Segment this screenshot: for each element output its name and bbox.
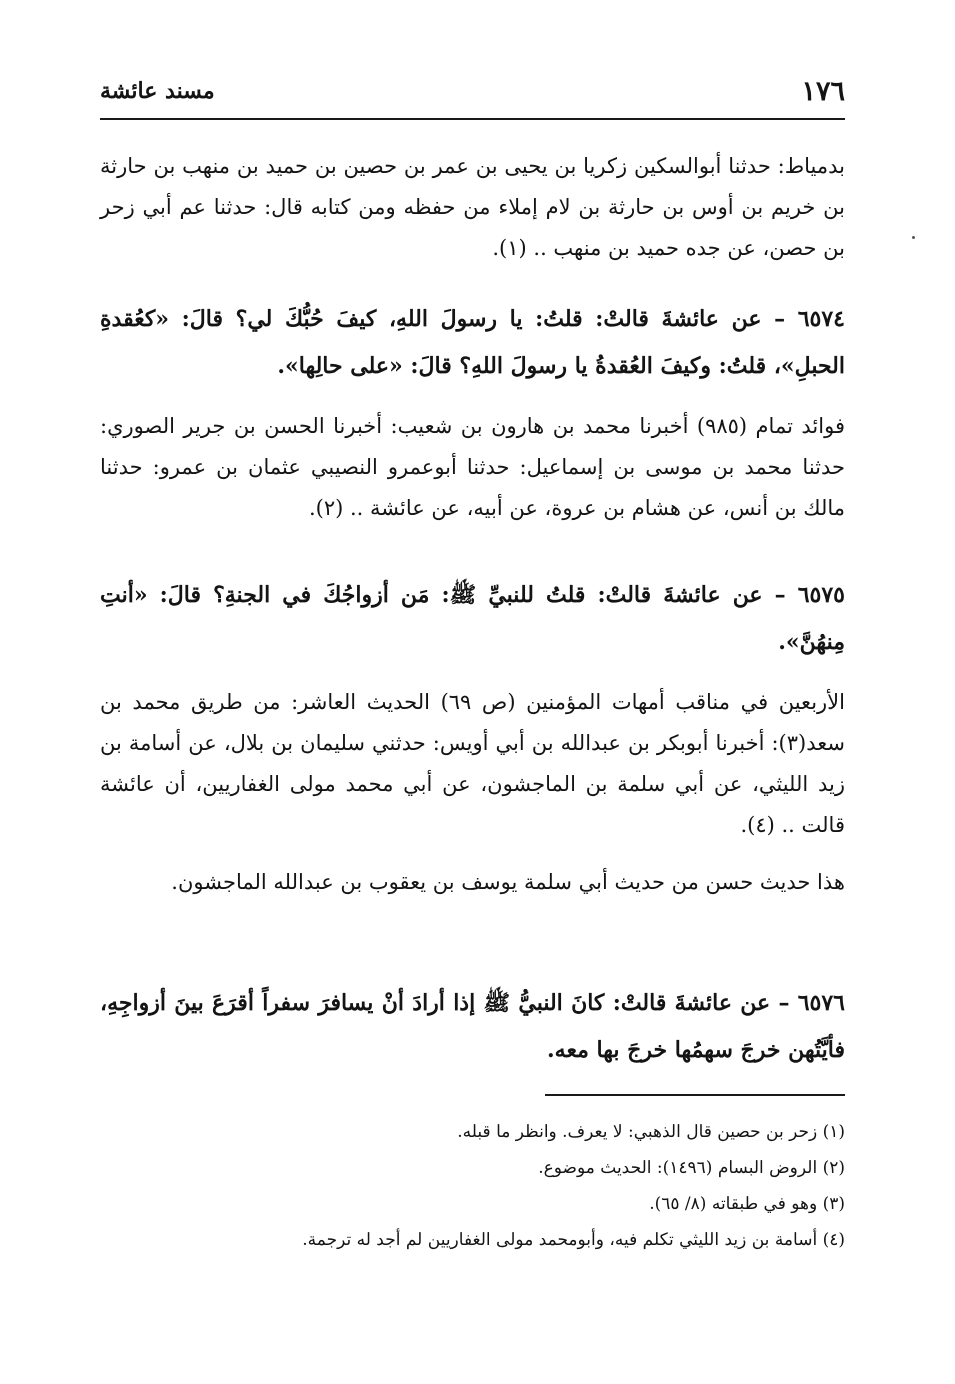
source-paragraph-6574: فوائد تمام (٩٨٥) أخبرنا محمد بن هارون بن شعيب: أخبرنا الحسن بن جرير الصوري: حدثنا محمد بن موسى بن إسماعيل: حدثنا أبوعمرو النصيبي عثمان بن عمرو: حدثنا مالك بن أنس، عن هشام بن عروة، عن أبيه، عن عائشة .. (٢). xyxy=(100,414,845,520)
running-title: مسند عائشة xyxy=(100,78,215,104)
hadith-6576: ٦٥٧٦ – عن عائشةَ قالتْ: كانَ النبيُّ ﷺ إذا أرادَ أنْ يسافرَ سفراً أقرَعَ بينَ أزواجِهِ، فأيَّتُهن خرجَ سهمُها خرجَ بها معه. xyxy=(100,990,845,1063)
page-header xyxy=(100,72,845,120)
footnotes xyxy=(100,1114,845,1258)
footnote-4: (٤) أسامة بن زيد الليثي تكلم فيه، وأبومحمد مولى الغفاريين لم أجد له ترجمة. xyxy=(302,1230,845,1250)
scan-speck xyxy=(912,236,915,239)
footnote-1: (١) زحر بن حصين قال الذهبي: لا يعرف. وانظر ما قبله. xyxy=(457,1122,845,1142)
hadith-6574: ٦٥٧٤ – عن عائشةَ قالتْ: قلتُ: يا رسولَ اللهِ، كيفَ حُبُّكَ لي؟ قالَ: «كعُقدةِ الحبلِ»، قلتُ: وكيفَ العُقدةُ يا رسولَ اللهِ؟ قالَ: «على حالِها». xyxy=(100,306,845,379)
footnote-separator xyxy=(545,1094,845,1096)
grading-paragraph: هذا حديث حسن من حديث أبي سلمة يوسف بن يعقوب بن عبدالله الماجشون. xyxy=(171,870,845,894)
footnote-2: (٢) الروض البسام (١٤٩٦): الحديث موضوع. xyxy=(538,1158,845,1178)
hadith-6575: ٦٥٧٥ – عن عائشةَ قالتْ: قلتُ للنبيِّ ﷺ: مَن أزواجُكَ في الجنةِ؟ قالَ: «أنتِ مِنهُنَّ». xyxy=(100,582,845,655)
chain-paragraph-1: بدمياط: حدثنا أبوالسكين زكريا بن يحيى بن عمر بن حصين بن حميد بن منهب بن حارثة بن خريم بن أوس بن حارثة بن لام إملاء من حفظه ومن كتابه قال: حدثنا عم أبي زحر بن حصن، عن جده حميد بن منهب .. (١). xyxy=(100,154,845,260)
source-paragraph-6575: الأربعين في مناقب أمهات المؤمنين (ص ٦٩) الحديث العاشر: من طريق محمد بن سعد(٣): أخبرنا أبوبكر بن عبدالله بن أبي أويس: حدثني سليمان بن بلال، عن أسامة بن زيد الليثي، عن أبي سلمة بن الماجشون، عن أبي محمد مولى الغفاريين، أن عائشة قالت .. (٤). xyxy=(100,690,845,837)
footnote-3: (٣) وهو في طبقاته (٨/ ٦٥). xyxy=(649,1194,845,1214)
page-number: ١٧٦ xyxy=(801,76,845,107)
